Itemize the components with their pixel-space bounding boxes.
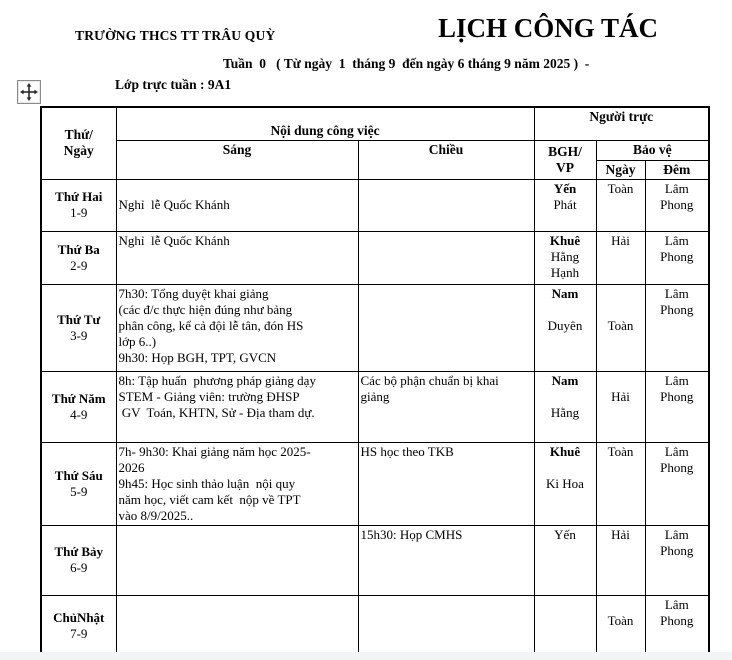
header-person-on-duty[interactable]: Người trực [534,107,709,140]
cell-guard-day[interactable] [596,231,645,284]
header-bgh-line1: BGH/ [548,143,582,159]
cell-line: 7h30: Tổng duyệt khai giảng [118,285,269,301]
cell-morning[interactable] [116,284,358,371]
cell-line: Phong [660,301,694,317]
header-bgh-vp[interactable] [534,140,596,179]
cell-day[interactable] [41,179,116,231]
cell-afternoon[interactable] [358,595,534,657]
cell-afternoon[interactable] [358,442,534,525]
cell-line: Thứ Tư [57,311,101,327]
cell-guard-day[interactable] [596,595,645,657]
cell-line: Hải [611,526,630,542]
cell-line: 4-9 [70,406,88,422]
cell-line: Hạnh [550,264,580,280]
cell-guard-night[interactable] [645,231,709,284]
cell-line: 7h- 9h30: Khai giảng năm học 2025- [118,443,311,459]
cell-guard-night[interactable] [645,371,709,442]
cell-line: Toàn [607,612,634,628]
cell-line: giảng [360,388,390,404]
cell-line: Lâm [664,526,689,542]
header-row-1 [41,107,709,140]
cell-line: Hằng [550,248,580,264]
cell-line: Ki Hoa [546,475,584,491]
cell-line: Phong [660,388,694,404]
cell-guard-night[interactable] [645,442,709,525]
cell-line: HS học theo TKB [360,443,454,459]
cell-line: Thứ Bảy [54,544,104,559]
cell-morning[interactable] [116,231,358,284]
cell-line: Hải [611,388,630,404]
cell-day[interactable] [41,525,116,595]
cell-morning[interactable] [116,525,358,595]
cell-guard-night[interactable] [645,179,709,231]
cell-line: Khuê [549,443,581,459]
cell-line: vào 8/9/2025.. [118,507,194,523]
cell-line: Yến [554,526,576,542]
cell-morning[interactable] [116,595,358,657]
cell-bgh[interactable] [534,231,596,284]
cell-line: Lâm [664,285,689,301]
header-guard-night[interactable]: Đêm [645,160,709,179]
table-row [41,284,709,371]
cell-line: 1-9 [70,205,88,220]
cell-day[interactable] [41,371,116,442]
cell-line: Thứ Sáu [54,467,103,483]
cell-line: GV Toán, KHTN, Sử - Địa tham dự. [118,404,315,420]
cell-line: Thứ Hai [55,189,103,204]
cell-day[interactable] [41,231,116,284]
cell-guard-night[interactable] [645,525,709,595]
cell-line: Hải [611,232,630,248]
table-row [41,371,709,442]
header-day-line2: Ngày [63,143,94,159]
cell-line: Thứ Ba [57,241,100,257]
header-day-line1: Thứ/ [64,127,93,143]
cell-line: Các bộ phận chuẩn bị khai [360,372,499,388]
header-content[interactable]: Nội dung công việc [116,107,534,140]
cell-line: Hằng [550,404,580,420]
cell-line: 8h: Tập huấn phương pháp giảng dạy [118,372,316,388]
table-row [41,231,709,284]
cell-guard-night[interactable] [645,595,709,657]
cell-line [599,597,643,613]
cell-afternoon[interactable] [358,371,534,442]
cell-line: Lâm [664,372,689,388]
cell-guard-day[interactable] [596,284,645,371]
cell-line: Yến [553,180,577,196]
cell-line: phân công, kể cả đội lễ tân, đón HS [118,317,304,333]
cell-bgh[interactable] [534,371,596,442]
cell-line: năm học, viết cam kết nộp về TPT [118,491,301,507]
cell-line: Thứ Năm [51,390,106,406]
cell-line: 9h30: Họp BGH, TPT, GVCN [118,349,277,365]
cell-line: Khuê [549,232,581,248]
cell-line: Nam [551,285,579,301]
cell-guard-day[interactable] [596,371,645,442]
cell-line [599,302,643,318]
cell-afternoon[interactable] [358,525,534,595]
cell-bgh[interactable] [534,284,596,371]
cell-line: 9h45: Học sinh thảo luận nội quy [118,475,296,491]
cell-line: 7-9 [70,625,88,641]
cell-line: Lâm [664,443,689,459]
cell-line: (các đ/c thực hiện đúng như bảng [118,301,293,317]
cell-line: STEM - Giảng viên: trường ĐHSP [118,388,300,404]
cell-line: Phong [660,196,694,212]
cell-line: Nghỉ lễ Quốc Khánh [118,232,230,248]
cell-bgh[interactable] [534,595,596,657]
header-bgh-line2: VP [556,159,575,175]
cell-line [599,286,643,302]
page-bottom-edge [0,652,732,660]
cell-line: Duyên [547,317,583,333]
cell-line: 15h30: Họp CMHS [360,526,463,542]
cell-line: Nam [551,372,579,388]
cell-day[interactable] [41,442,116,525]
cell-line: ChủNhật [53,609,105,625]
cell-guard-day[interactable] [596,442,645,525]
cell-line: 2-9 [70,257,88,273]
table-row [41,525,709,595]
cell-line: lớp 6..) [118,333,157,349]
cell-guard-day[interactable] [596,525,645,595]
cell-line [537,460,594,476]
cell-line [119,181,356,197]
document-title[interactable]: LỊCH CÔNG TÁC [438,13,659,43]
cell-line [537,302,594,318]
cell-afternoon[interactable] [358,179,534,231]
table-row [41,442,709,525]
cell-line: Nghỉ lễ Quốc Khánh [118,196,230,212]
school-name[interactable]: TRƯỜNG THCS TT TRÂU QUỲ [75,28,276,43]
cell-day[interactable] [41,284,116,371]
cell-line: Toàn [607,317,634,333]
cell-line: 2026 [118,459,145,475]
cell-guard-day[interactable] [596,179,645,231]
schedule-table-body [41,179,709,657]
cell-line: 5-9 [70,483,88,499]
cell-bgh[interactable] [534,442,596,525]
week-subtitle[interactable]: Tuần 0 ( Từ ngày 1 tháng 9 đến ngày 6 tháng 9 năm 2025 ) - [223,56,590,71]
cell-bgh[interactable] [534,179,596,231]
cell-morning[interactable] [116,179,358,231]
cell-afternoon[interactable] [358,284,534,371]
cell-line: Toàn [607,443,634,459]
table-row [41,179,709,231]
cell-afternoon[interactable] [358,231,534,284]
header-guard-day[interactable]: Ngày [596,160,645,179]
cell-line: Lâm [664,232,689,248]
header-row-2 [41,140,709,160]
cell-line: Phong [660,542,694,558]
cell-line: 6-9 [70,560,88,575]
header-afternoon[interactable]: Chiều [358,140,534,179]
cell-guard-night[interactable] [645,284,709,371]
table-row [41,595,709,657]
cell-morning[interactable] [116,371,358,442]
header-morning[interactable]: Sáng [116,140,358,179]
cell-line: Lâm [664,596,689,612]
cell-line: Toàn [607,180,634,196]
move-arrows-icon [20,83,38,101]
header-guard[interactable]: Bảo vệ [596,140,709,160]
cell-line: Phong [660,459,694,475]
duty-class-line[interactable]: Lớp trực tuần : 9A1 [115,77,232,92]
cell-line [599,373,643,389]
cell-day[interactable] [41,595,116,657]
cell-line: Phong [660,612,694,628]
table-move-handle[interactable] [17,80,41,104]
cell-bgh[interactable] [534,525,596,595]
cell-line: Phát [553,196,577,212]
cell-line [537,389,594,405]
cell-line: Phong [660,248,694,264]
schedule-table [40,106,710,658]
cell-line: 3-9 [70,327,88,343]
header-day[interactable] [41,107,116,179]
cell-line: Lâm [664,180,689,196]
cell-morning[interactable] [116,442,358,525]
